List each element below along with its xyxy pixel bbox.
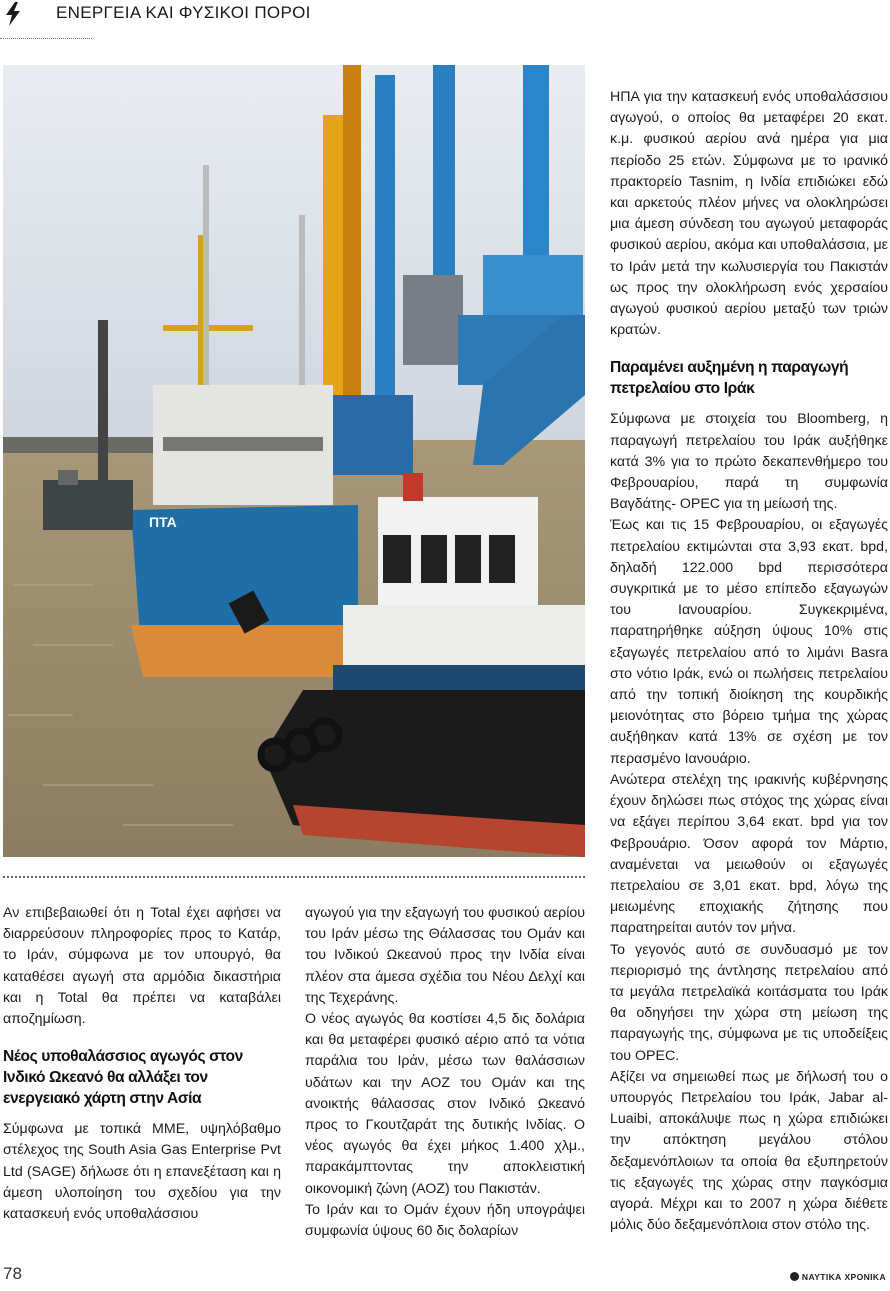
port-photo — [3, 65, 585, 857]
magazine-name: ΝΑΥΤΙΚΑ ΧΡΟΝΙΚΑ — [801, 1272, 886, 1282]
hull-marking: ΠΤΑ — [149, 514, 177, 530]
column-3 — [610, 87, 888, 1236]
page-footer — [0, 1262, 890, 1291]
paragraph: Έως και τις 15 Φεβρουαρίου, οι εξαγωγές πετρελαίου εκτιμώνται στα 3,93 εκατ. bpd, δηλαδή 122.000 bpd περισσότερα συγκριτικά με το μέσο επίπεδο εξαγωγών του Ιανουαρίου. Συγκεκριμένα, παρατηρήθηκε αύξηση ύψους 10% στις εξαγωγές πετρελαίου από το λιμάνι Basra στο νότιο Ιράκ, ενώ οι πωλήσεις πετρελαίου από την τοπική διοίκηση της κουρδικής μειονότητας στο βόρειο τμήμα της χώρας αυξήθηκαν κατά 13% σε σχέση με τον περασμένο Ιανουάριο. — [610, 517, 888, 767]
paragraph: Το Ιράν και το Ομάν έχουν ήδη υπογράψει συμφωνία ύψους 60 δις δολαρίων — [305, 1201, 585, 1240]
photo-divider — [3, 876, 585, 878]
section-title: ΕΝΕΡΓΕΙΑ ΚΑΙ ΦΥΣΙΚΟΙ ΠΟΡΟΙ — [56, 3, 311, 22]
paragraph: Σύμφωνα με στοιχεία του Bloomberg, η παραγωγή πετρελαίου του Ιράκ αυξήθηκε κατά 3% για το πρώτο δεκαπενθήμερο του Φεβρουαρίου, παρά τη συμφωνία Βαγδάτης- OPEC για τη μείωσή της. — [610, 411, 888, 513]
paragraph: Το γεγονός αυτό σε συνδυασμό με τον περιορισμό της άντλησης πετρελαίου από τα μεγάλα πετρελαϊκά κοιτάσματα του Ιράκ θα οδηγήσει την χώρα στη μείωση της παραγωγής της, σύμφωνα με τις υποδείξεις του OPEC. — [610, 941, 888, 1064]
article-heading: Παραμένει αυξημένη η παραγωγή πετρελαίου στο Ιράκ — [610, 359, 849, 398]
paragraph: ΗΠΑ για την κατασκευή ενός υποθαλάσσιου αγωγού, ο οποίος θα μεταφέρει 20 εκατ. κ.μ. φυσικού αερίου ανά ημέρα για μια περίοδο 25 ετών. Σύμφωνα με το ιρανικό πρακτορείο Tasnim, η Ινδία επιδιώκει εδώ και αρκετούς πλέον μήνες να ολοκληρώσει μια άμεση σύνδεση του αγωγού μεταφοράς φυσικού αερίου, ακόμα και υποθαλάσσια, με το Ιράν μετά την κωλυσιεργία του Πακιστάν ως προς την ολοκλήρωση ενός χερσαίου αγωγού φυσικού αερίου μεταξύ των τριών κρατών. — [610, 89, 888, 339]
column-1 — [3, 903, 281, 1225]
paragraph: Αξίζει να σημειωθεί πως με δήλωσή του ο υπουργός Πετρελαίου του Ιράκ, Jabar al-Luaibi, αποκάλυψε πως η χώρα επιδιώκει την απόκτηση μεγάλου στόλου δεξαμενόπλοιων τα οποία θα εξυπηρετούν τις εξαγωγές της χώρας στην παγκόσμια αγορά. Μέχρι και το 2007 η χώρα διέθετε μόλις δύο δεξαμενόπλοια στον στόλο της. — [610, 1068, 888, 1234]
harbor-illustration — [3, 65, 585, 857]
paragraph: αγωγού για την εξαγωγή του φυσικού αερίου του Ιράν μέσω της Θάλασσας του Ομάν και του Ινδικού Ωκεανού προς την Ινδία είναι πλέον στα άμεσα σχέδια του Νέου Δελχί και της Τεχεράνης. — [305, 905, 585, 1006]
paragraph: Σύμφωνα με τοπικά ΜΜΕ, υψηλόβαθμο στέλεχος της South Asia Gas Enterprise Pvt Ltd (SAGE) δήλωσε ότι η επανεξέταση και η άμεση υλοποίηση του σχεδίου για την κατασκευή ενός υποθαλάσσιου — [3, 1121, 281, 1223]
page-number: 78 — [3, 1264, 22, 1283]
paragraph: Αν επιβεβαιωθεί ότι η Total έχει αφήσει να διαρρεύσουν πληροφορίες προς το Κατάρ, το Ιράν, σύμφωνα με τον υπουργό, θα καταθέσει αγωγή στα αρμόδια δικαστήρια και η Total θα πρέπει να καταβάλει αποζημίωση. — [3, 905, 281, 1028]
magazine-brand — [790, 1272, 886, 1282]
paragraph: Ο νέος αγωγός θα κοστίσει 4,5 δις δολάρια και θα μεταφέρει φυσικό αέριο από τα νότια παράλια του Ιράν, μέσω των θαλάσσιων υδάτων και την ΑΟΖ του Ομάν και της ανοικτής θάλασσας στον Ινδικό Ωκεανό προς το Γκουτζαράτ της δυτικής Ινδίας. Ο νέος αγωγός θα έχει μήκος 1.400 χλμ., παρακάμπτοντας την αποκλειστική οικονομική ζώνη (ΑΟΖ) του Πακιστάν. — [305, 1011, 585, 1197]
paragraph: Ανώτερα στελέχη της ιρακινής κυβέρνησης έχουν δηλώσει πως στόχος της χώρας είναι να εξάγει περίπου 3,64 εκατ. bpd για τον Φεβρουάριο. Όσον αφορά τον Μάρτιο, αναμένεται να μειωθούν οι εξαγωγές πετρελαίου σε 3,01 εκατ. bpd, λόγω της μειωμένης εποχιακής ζήτησης που παρατηρείται αυτόν τον μήνα. — [610, 771, 888, 937]
column-2 — [305, 903, 585, 1242]
lightning-bolt-icon — [4, 2, 22, 26]
far-shore — [3, 437, 153, 453]
brand-logo-icon — [790, 1272, 799, 1281]
header-divider — [0, 38, 92, 39]
page-header — [0, 0, 890, 44]
article-heading: Νέος υποθαλάσσιος αγωγός στον Ινδικό Ωκεανό θα αλλάξει τον ενεργειακό χάρτη στην Ασία — [3, 1048, 243, 1108]
